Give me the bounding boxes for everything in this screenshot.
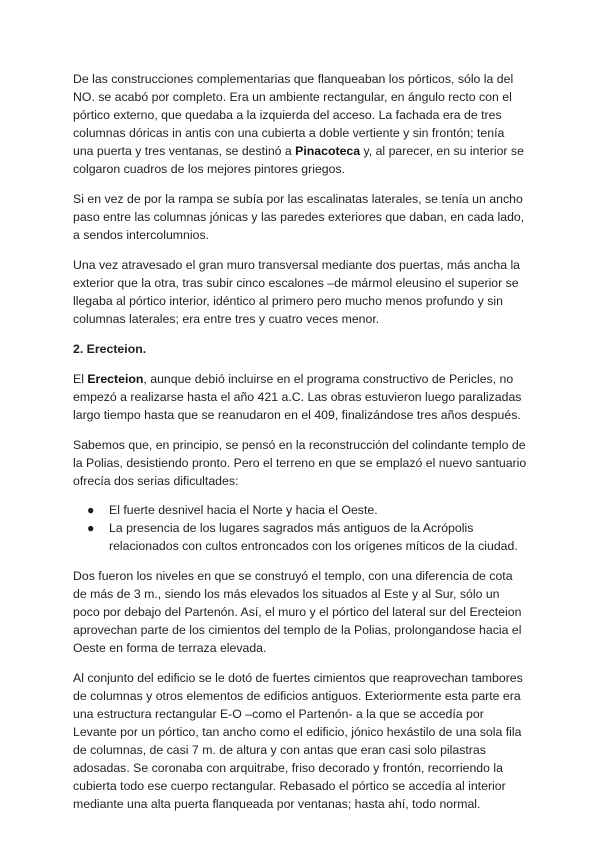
- paragraph-escalinatas: Si en vez de por la rampa se subía por las escalinatas laterales, se tenía un ancho paso entre las columnas jónicas y las paredes exteriores que daban, en cada lado, a sendos intercolumnios.: [73, 192, 525, 242]
- bold-term-erecteion: Erecteion: [87, 372, 144, 386]
- paragraph-muro-transversal: Una vez atravesado el gran muro transversal mediante dos puertas, más ancha la exterior que la otra, tras subir cinco escalones –de mármol eleusino el superior se llegaba al pórtico interior, idéntico al primero pero mucho menos profundo y sin columnas laterales; era entre tres y cuatro veces menor.: [73, 258, 521, 326]
- paragraph-text: , aunque debió incluirse en el programa constructivo de Pericles, no empezó a realizarse hasta el año 421 a.C. Las obras estuvieron luego paralizadas largo tiempo hasta que se reanudaron en el 409, finalizándose tres años después.: [73, 372, 522, 422]
- paragraph-pinacoteca: [73, 70, 528, 178]
- bold-term-pinacoteca: Pinacoteca: [295, 144, 361, 158]
- paragraph-erecteion-intro: [73, 370, 528, 424]
- section-heading: 2. Erecteion.: [73, 342, 147, 356]
- paragraph-niveles: Dos fueron los niveles en que se construyó el templo, con una diferencia de cota de más de 3 m., siendo los más elevados los situados al Este y al Sur, sólo un poco por debajo del Partenón. Así, el muro y el pórtico del lateral sur del Erecteion aprovechan parte de los cimientos del templo de la Polias, prolongandose hacia el Oeste en forma de terraza elevada.: [73, 569, 522, 655]
- paragraph-text: El: [73, 372, 88, 386]
- bullet-icon: ●: [87, 503, 95, 517]
- difficulties-list: [73, 501, 528, 555]
- paragraph-dificultades: Sabemos que, en principio, se pensó en la reconstrucción del colindante templo de la Polias, desistiendo pronto. Pero el terreno en que se emplazó el nuevo santuario ofrecía dos serias dificultades:: [73, 438, 527, 488]
- paragraph-text: De las construcciones complementarias que flanqueaban los pórticos, sólo la del NO. se acabó por completo. Era un ambiente rectangular, en ángulo recto con el pórtico externo, que quedaba a la izquierda del acceso. La fachada era de tres columnas dóricas in antis con una cubierta a doble vertiente y sin frontón; tenía una puerta y tres ventanas, se destinó a: [73, 72, 514, 158]
- document-page: [73, 70, 528, 825]
- list-item: [73, 519, 528, 555]
- paragraph-text: y, al parecer, en su interior se colgaron cuadros de los mejores pintores griegos.: [73, 144, 524, 176]
- bullet-icon: ●: [87, 521, 95, 535]
- paragraph-cimientos: Al conjunto del edificio se le dotó de fuertes cimientos que reaprovechan tambores de columnas y otros elementos de edificios antiguos. Exteriormente esta parte era una estructura rectangular E-O –como el Partenón- a la que se accedía por Levante por un pórtico, tan ancho como el edificio, jónico hexástilo de una sola fila de columnas, de casi 7 m. de altura y con antas que eran casi solo pilastras adosadas. Se coronaba con arquitrabe, friso decorado y frontón, recorriendo la cubierta todo ese cuerpo rectangular. Rebasado el pórtico se accedía al interior mediante una alta puerta flanqueada por ventanas; hasta ahí, todo normal.: [73, 671, 523, 811]
- list-item-text: El fuerte desnivel hacia el Norte y hacia el Oeste.: [109, 503, 378, 517]
- list-item-text: La presencia de los lugares sagrados más antiguos de la Acrópolis relacionados con cultos entroncados con los orígenes míticos de la ciudad.: [109, 521, 518, 553]
- list-item: [73, 501, 528, 519]
